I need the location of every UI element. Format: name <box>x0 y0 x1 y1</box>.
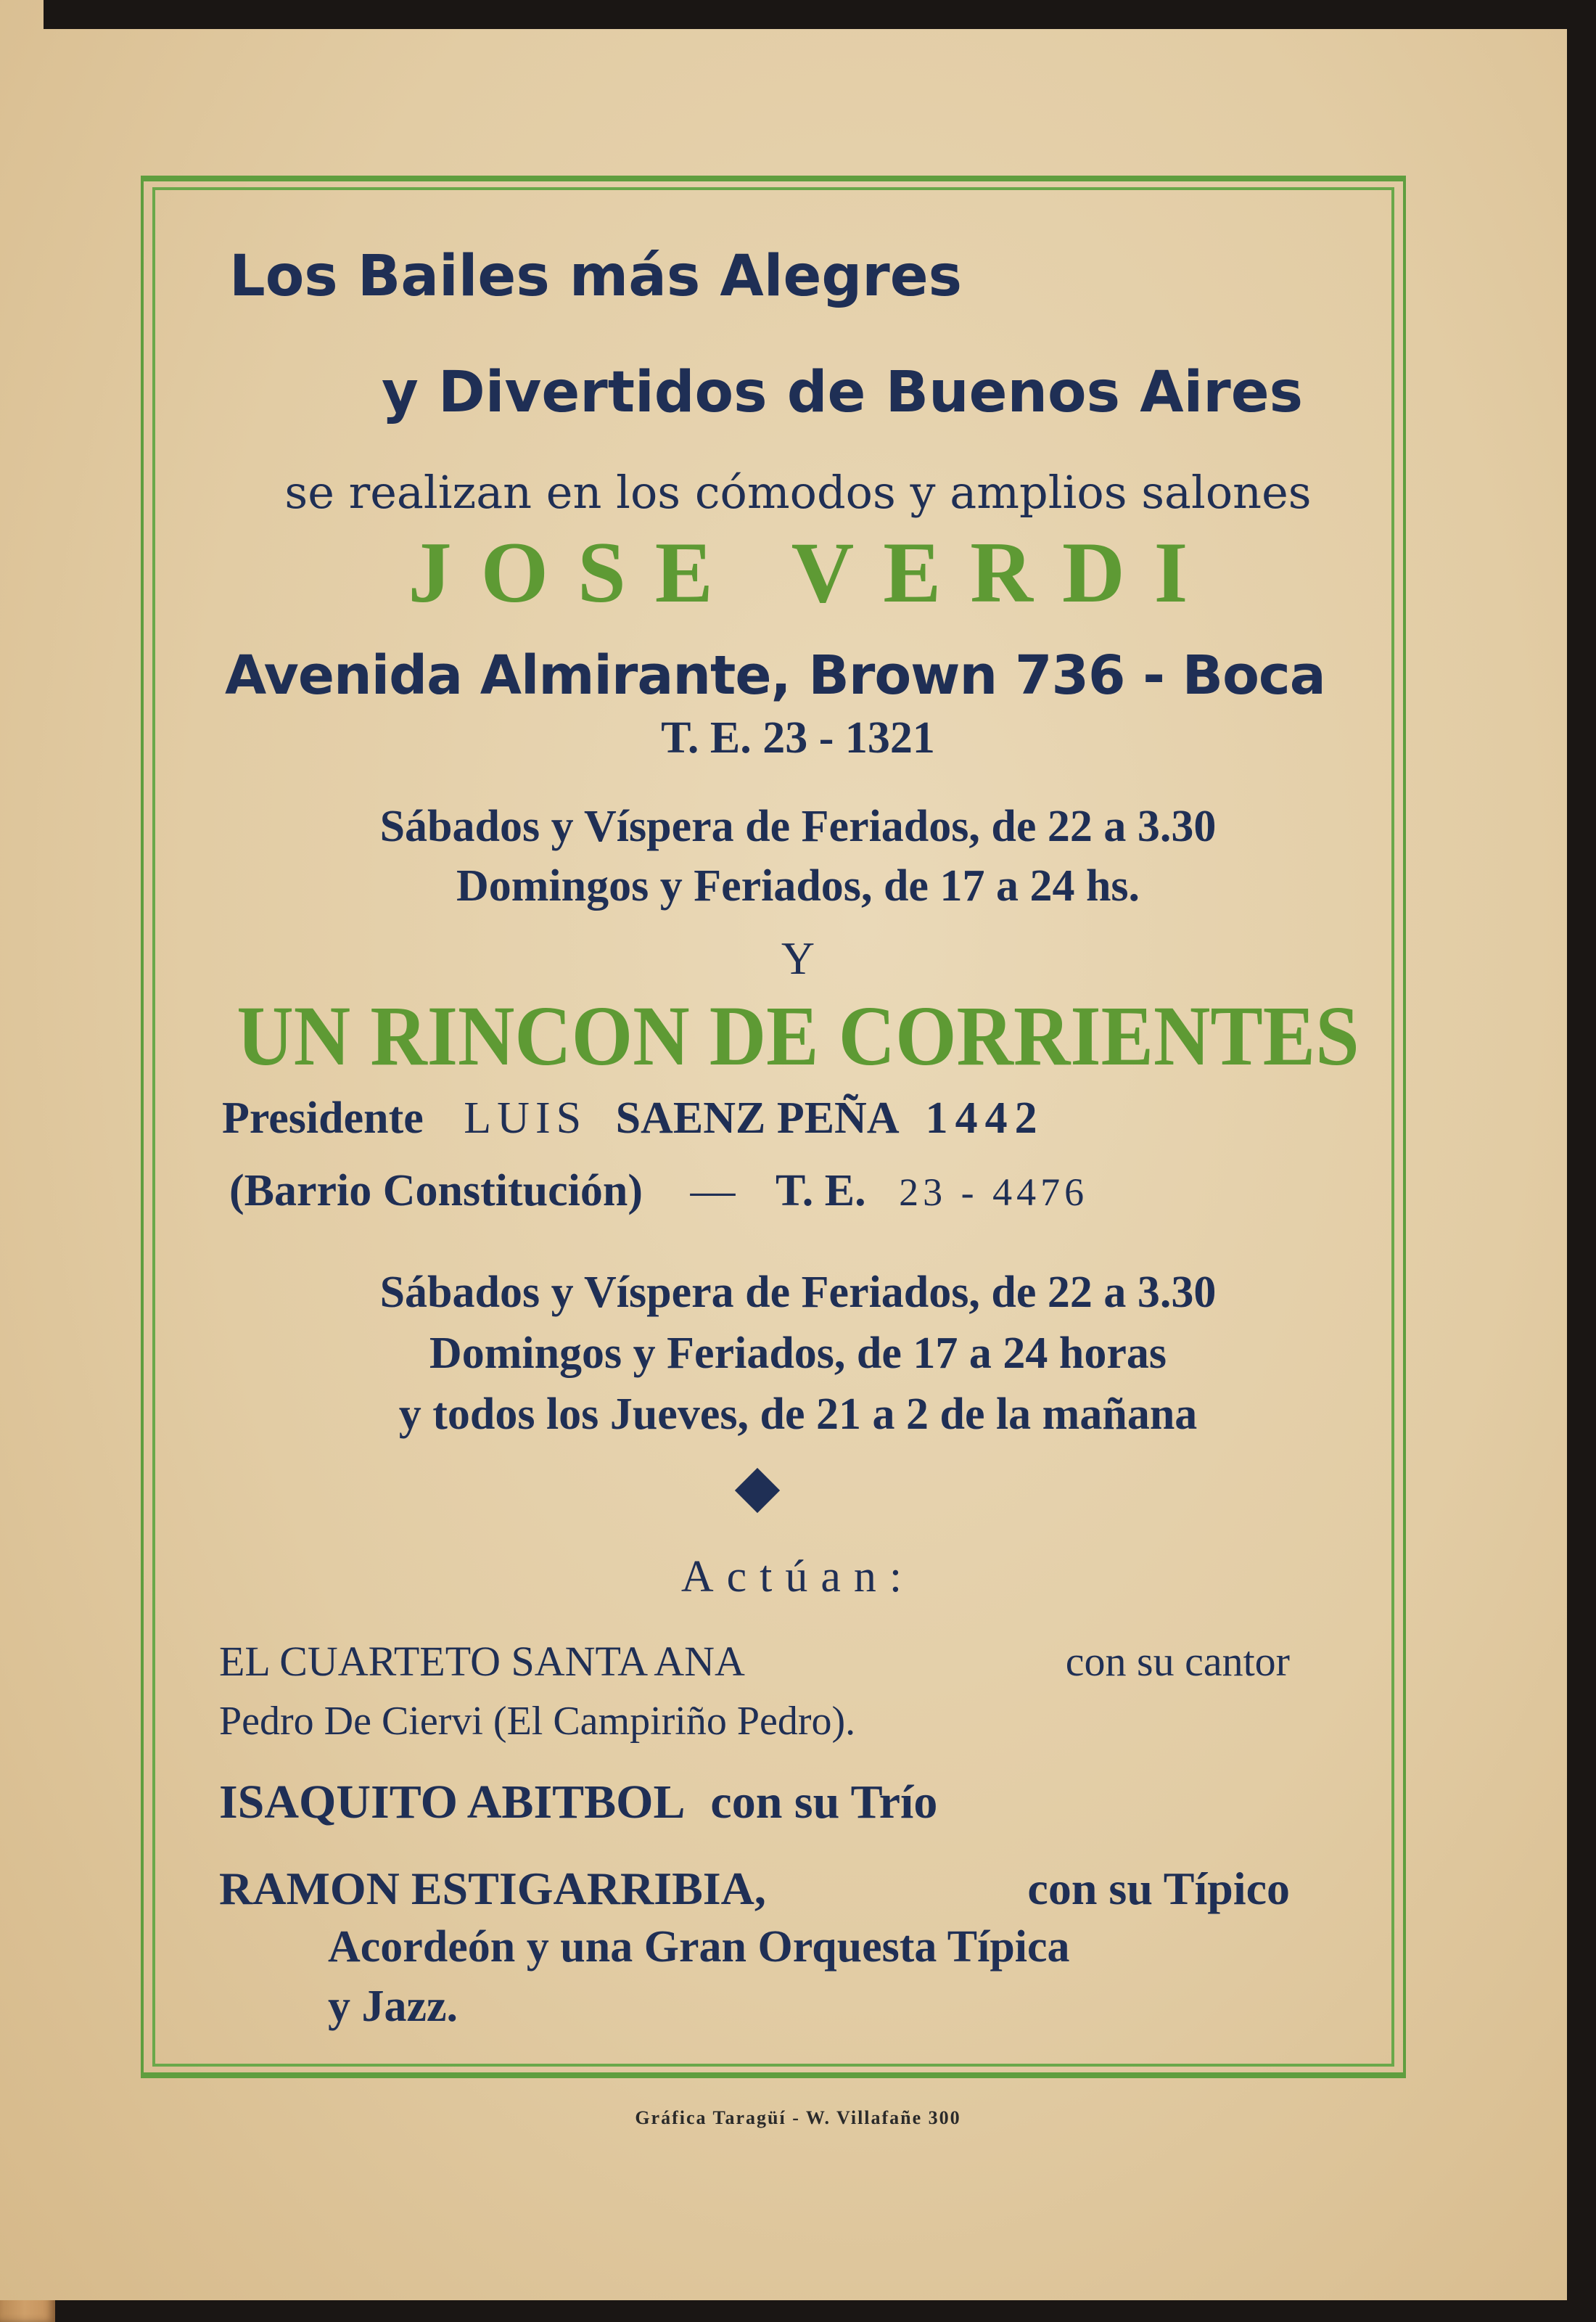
venue-1-name: JOSE VERDI <box>408 524 1217 620</box>
performer-3-line-1 <box>219 1862 1290 1916</box>
performers-title: Actúan: <box>680 1552 916 1601</box>
venue-2-name: UN RINCON DE CORRIENTES <box>236 988 1360 1083</box>
frame-top-rule <box>144 177 1403 181</box>
venue-2-phone-number: 23 - 4476 <box>899 1170 1089 1214</box>
venue-2-phone-label: T. E. <box>776 1166 866 1215</box>
performer-1-role: con su cantor <box>1065 1638 1290 1685</box>
performer-1-line-2: Pedro De Ciervi (El Campiriño Pedro). <box>219 1699 856 1744</box>
headline-line-1: Los Bailes más Alegres <box>229 244 963 309</box>
venue-2-number: 1442 <box>925 1094 1045 1143</box>
venue-2-schedule-3: y todos los Jueves, de 21 a 2 de la mañana <box>398 1390 1198 1439</box>
frame-bottom-rule <box>144 2072 1403 2077</box>
performer-2-role: con su Trío <box>710 1776 938 1829</box>
performer-2-line <box>219 1775 937 1830</box>
printer-credit: Gráfica Taragüí - W. Villafañe 300 <box>635 2107 961 2128</box>
venue-2-barrio-line <box>229 1165 1088 1217</box>
venue-1-phone: T. E. 23 - 1321 <box>661 713 935 763</box>
venue-2-dash: — <box>690 1166 736 1215</box>
intro-text: se realizan en los cómodos y amplios salones <box>284 466 1312 519</box>
headline-line-2: y Divertidos de Buenos Aires <box>382 360 1304 425</box>
venue-2-schedule-1: Sábados y Víspera de Feriados, de 22 a 3.30 <box>379 1268 1217 1317</box>
performer-2-name: ISAQUITO ABITBOL <box>219 1776 683 1829</box>
venue-2-street: Presidente <box>222 1094 424 1143</box>
venue-2-schedule-2: Domingos y Feriados, de 17 a 24 horas <box>429 1329 1167 1378</box>
performer-3-line-3: y Jazz. <box>328 1982 458 2031</box>
torn-top-edge <box>44 0 1574 29</box>
venue-1-schedule-2: Domingos y Feriados, de 17 a 24 hs. <box>456 861 1140 911</box>
venue-2-name-b: SAENZ PEÑA <box>615 1094 897 1143</box>
venue-1-address: Avenida Almirante, Brown 736 - Boca <box>225 644 1325 707</box>
performer-1-name: EL CUARTETO SANTA ANA <box>219 1638 745 1685</box>
venue-2-address-line <box>222 1093 1045 1144</box>
performer-3-name: RAMON ESTIGARRIBIA, <box>219 1863 766 1914</box>
performer-1-line-1 <box>219 1637 1290 1686</box>
performer-3-line-2: Acordeón y una Gran Orquesta Típica <box>328 1922 1070 1972</box>
connector-y: Y <box>781 932 815 984</box>
venue-1-schedule-1: Sábados y Víspera de Feriados, de 22 a 3.30 <box>379 802 1217 851</box>
venue-2-name-a: LUIS <box>464 1094 588 1143</box>
venue-2-barrio: (Barrio Constitución) <box>229 1166 643 1215</box>
performer-3-role: con su Típico <box>1027 1863 1290 1914</box>
